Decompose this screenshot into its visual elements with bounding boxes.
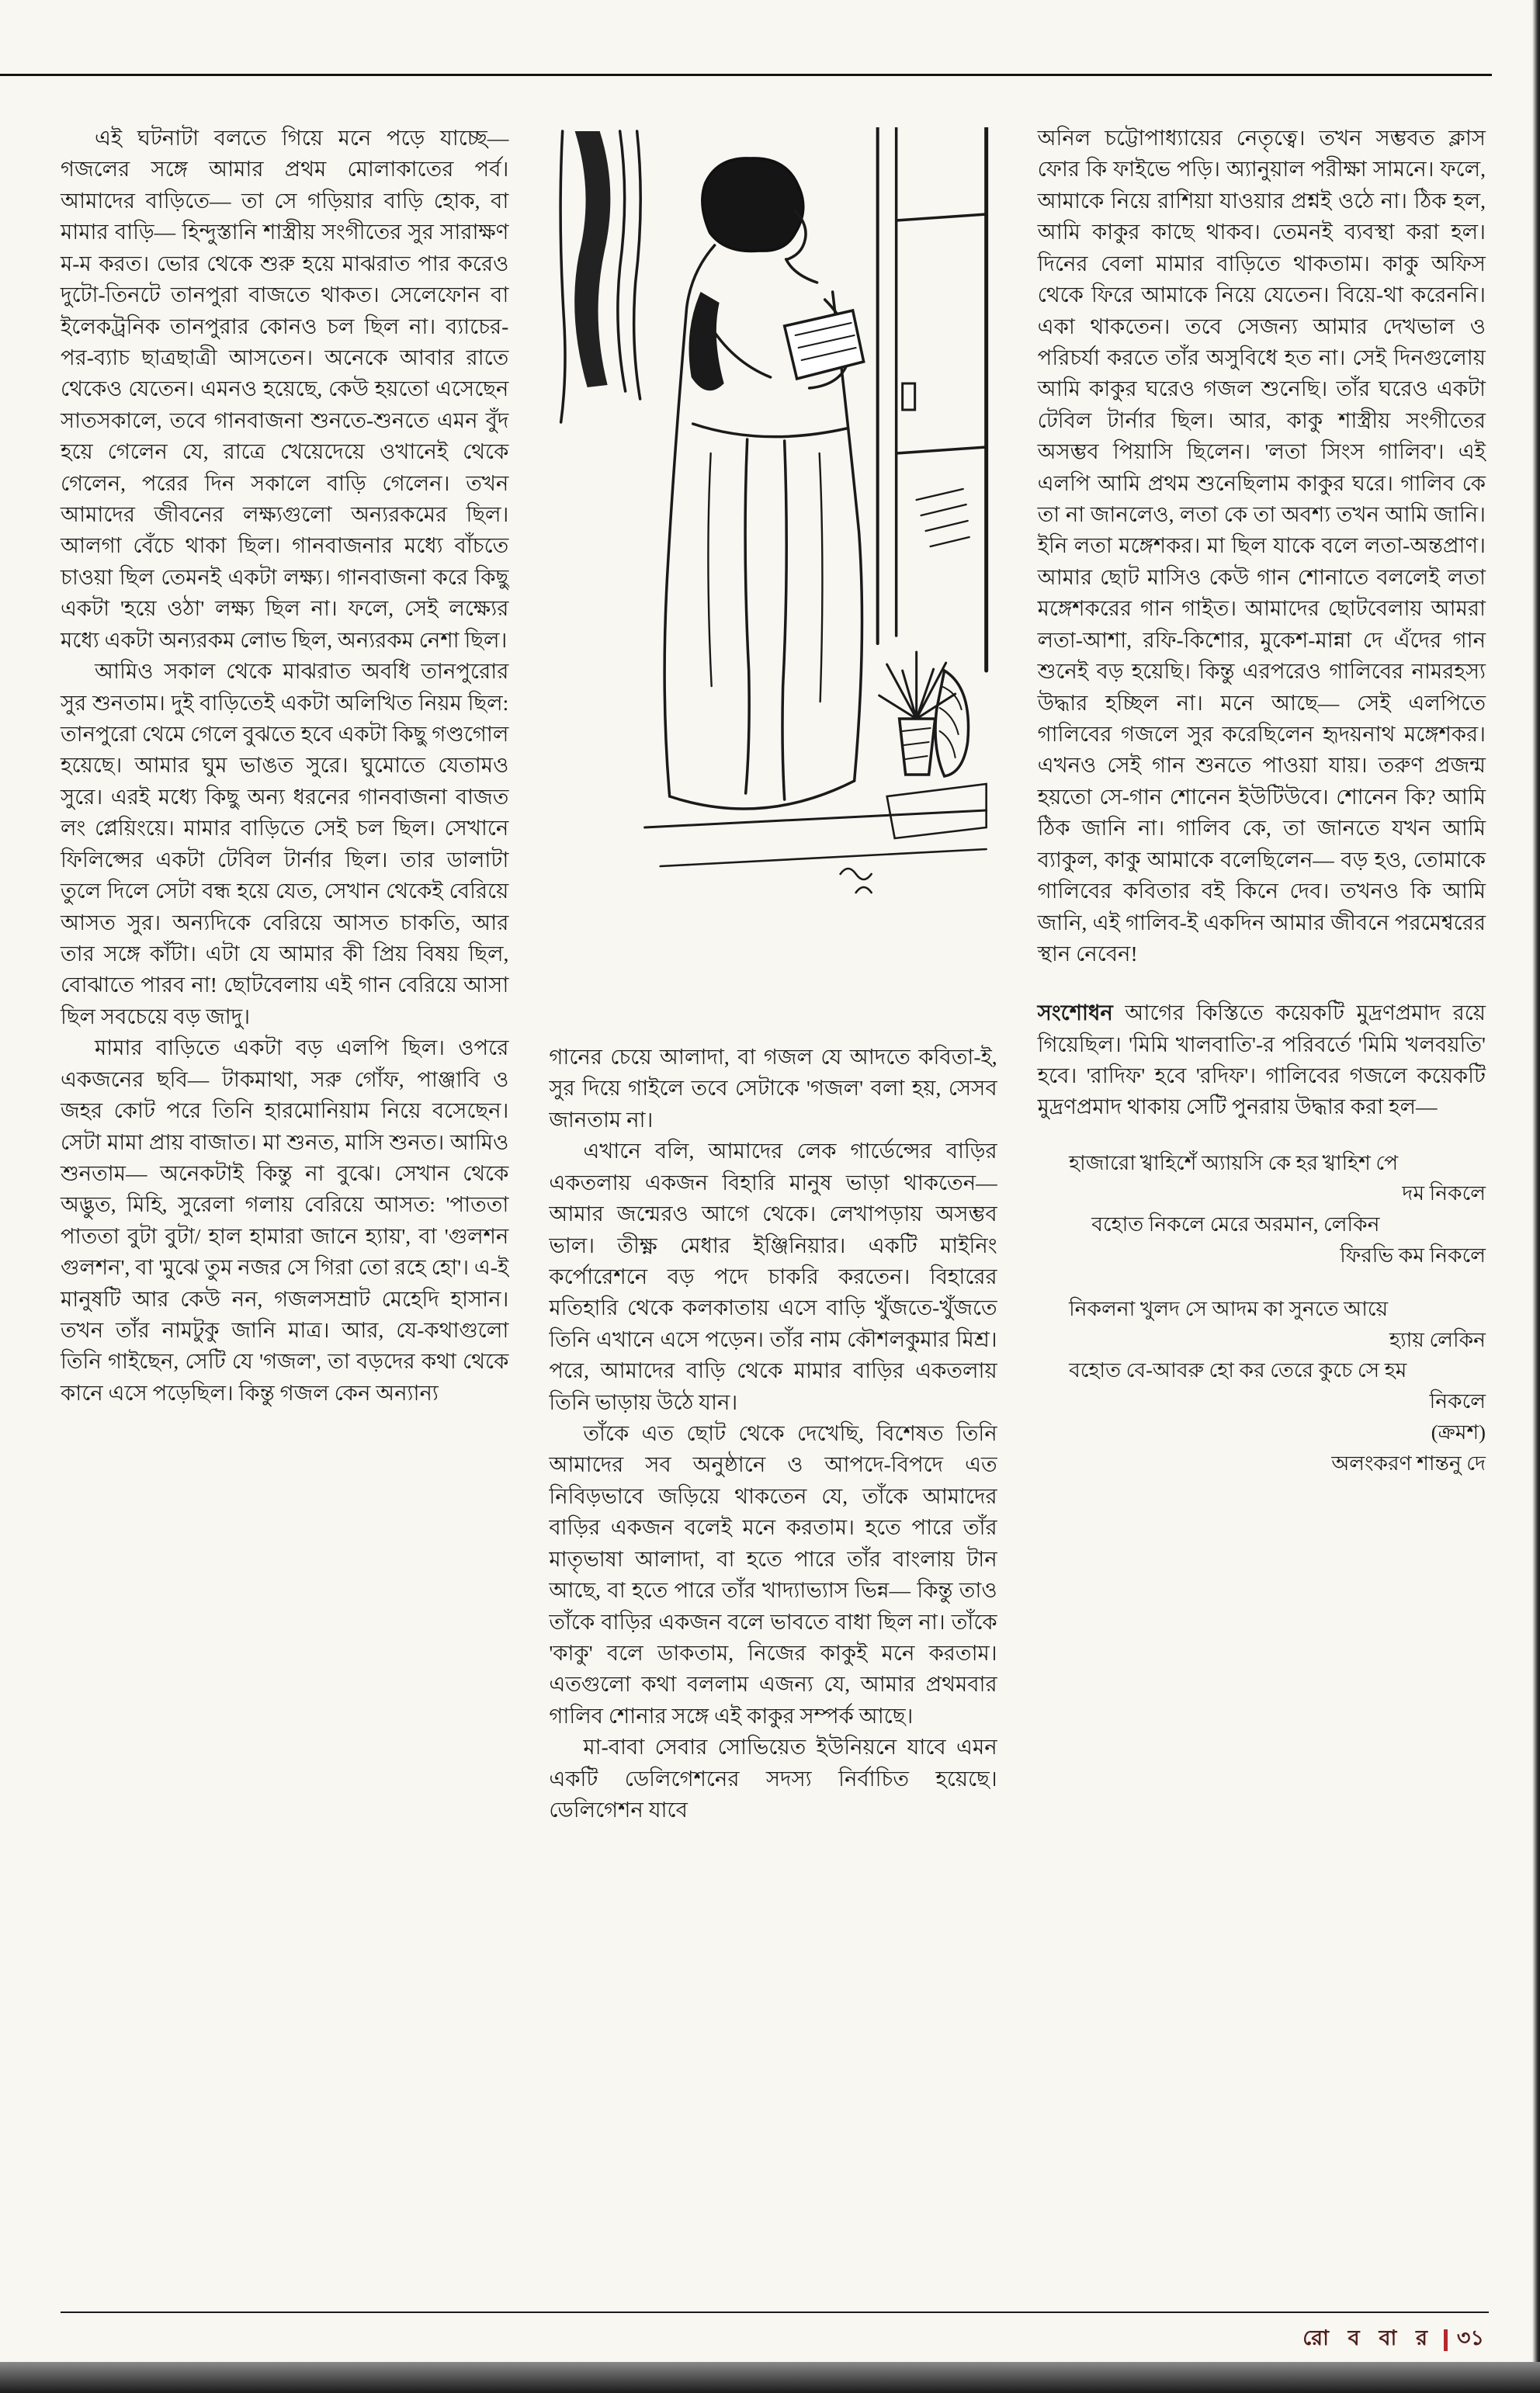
paragraph: অনিল চট্টোপাধ্যায়ের নেতৃত্বে। তখন সম্ভবত ক্লাস ফোর কি ফাইভে পড়ি। অ্যানুয়াল পরীক্ষা সামনে। ফলে, আমাকে নিয়ে রাশিয়া যাওয়ার প্রশ্নই ওঠে না। ঠিক হল, আমি কাকুর কাছে থাকব। তেমনই ব্যবস্থা করা হল। দিনের বেলা মামার বাড়িতে থাকতাম। কাকু অফিস থেকে ফিরে আমাকে নিয়ে যেতেন। বিয়ে-থা করেননি। একা থাকতেন। তবে সেজন্য আমার দেখভাল ও পরিচর্যা করতে তাঁর অসুবিধে হত না। সেই দিনগুলোয় আমি কাকুর ঘরেও গজল শুনেছি। তাঁর ঘরেও একটা টেবিল টার্নার ছিল। আর, কাকু শাস্ত্রীয় সংগীতের অসম্ভব পিয়াসি ছিলেন। 'লতা সিংস গালিব'। এই এলপি আমি প্রথম শুনেছিলাম কাকুর ঘরে। গালিব কে তা না জানলেও, লতা কে তা অবশ্য তখন আমি জানি। ইনি লতা মঙ্গেশকর। মা ছিল যাকে বলে লতা-অন্তপ্রাণ। আমার ছোট মাসিও কেউ গান শোনাতে বললেই লতা মঙ্গেশকরের গান গাইত। আমাদের ছোটবেলায় আমরা লতা-আশা, রফি-কিশোর, মুকেশ-মান্না দে এঁদের গান শুনেই বড় হয়েছি। কিন্তু এরপরেও গালিবের নামরহস্য উদ্ধার হচ্ছিল না। মনে আছে— সেই এলপিতে গালিবের গজলে সুর করেছিলেন হৃদয়নাথ মঙ্গেশকর। এখনও সেই গান শুনতে পাওয়া যায়। তরুণ প্রজন্ম হয়তো সে-গান শোনেন ইউটিউবে। শোনেন কি? আমি ঠিক জানি না। গালিব কে, তা জানতে যখন আমি ব্যাকুল, কাকু আমাকে বলেছিলেন— বড় হও, তোমাকে গালিবের কবিতার বই কিনে দেব। তখনও কি আমি জানি, এই গালিব-ই একদিন আমার জীবনে পরমেশ্বরের স্থান নেবেন!	[1037, 126, 1486, 966]
verse-line: বহোত নিকলে মেরে অরমান, লেকিন	[1091, 1212, 1380, 1236]
illustration-sketch	[549, 127, 997, 1020]
footer-brand: রো ব বা র	[1302, 2326, 1434, 2350]
paragraph: আমিও সকাল থেকে মাঝরাত অবধি তানপুরোর সুর শুনতাম। দুই বাড়িতেই একটা অলিখিত নিয়ম ছিল: তানপুরো থেমে গেলে বুঝতে হবে একটা কিছু গণ্ডগোল হয়েছে। আমার ঘুম ভাঙত সুরে। ঘুমোতে যেতামও সুরে। এরই মধ্যে কিছু অন্য ধরনের গানবাজনা বাজত লং প্লেয়িংয়ে। মামার বাড়িতে সেই চল ছিল। সেখানে ফিলিপ্সের একটা টেবিল টার্নার ছিল। তার ডালাটা তুলে দিলে সেটা বন্ধ হয়ে যেত, সেখান থেকেই বেরিয়ে আসত সুর। অন্যদিকে বেরিয়ে আসত চাকতি, আর তার সঙ্গে কাঁটা। এটা যে আমার কী প্রিয় বিষয় ছিল, বোঝাতে পারব না! ছোটবেলায় এই গান বেরিয়ে আসা ছিল সবচেয়ে বড় জাদু।	[61, 659, 509, 1028]
verse-line: নিকলে	[1429, 1389, 1486, 1413]
verse-line: অলংকরণ শান্তনু দে	[1331, 1451, 1486, 1475]
paragraph: মামার বাড়িতে একটা বড় এলপি ছিল। ওপরে একজনের ছবি— টাকমাথা, সরু গোঁফ, পাঞ্জাবি ও জহর কোট পরে তিনি হারমোনিয়াম নিয়ে বসেছেন। সেটা মামা প্রায় বাজাত। মা শুনত, মাসি শুনত। আমিও শুনতাম— অনেকটাই কিন্তু না বুঝে। সেখান থেকে অদ্ভুত, মিহি, সুরেলা গলায় বেরিয়ে আসত: 'পাততা পাততা বুটা বুটা/ হাল হামারা জানে হ্যায়', বা 'গুলশন গুলশন', বা 'মুঝে তুম নজর সে গিরা তো রহে হো'। এ-ই মানুষটি আর কেউ নন, গজলসম্রাট মেহেদি হাসান। তখন তাঁর নামটুকু জানি মাত্র। আর, যে-কথাগুলো তিনি গাইছেন, সেটি যে 'গজল', তা বড়দের কথা থেকে কানে এসে পড়েছিল। কিন্তু গজল কেন অন্যান্য	[61, 1035, 509, 1405]
top-rule	[0, 74, 1492, 76]
verse-line: দম নিকলে	[1402, 1181, 1486, 1205]
letter-paper	[785, 310, 864, 379]
paragraph: মা-বাবা সেবার সোভিয়েত ইউনিয়নে যাবে এমন একটি ডেলিগেশনের সদস্য নির্বাচিত হয়েছে। ডেলিগেশন যাবে	[549, 1735, 997, 1822]
column-right-text	[1038, 123, 1486, 969]
verse-line	[1042, 1271, 1486, 1294]
correction-body: আগের কিস্তিতে কয়েকটি মুদ্রণপ্রমাদ রয়ে গিয়েছিল। 'মিমি খালবাতি'-র পরিবর্তে 'মিমি খলবয়তি' হবে। 'রাদিফ' হবে 'রদিফ'। গালিবের গজলে কয়েকটি মুদ্রণপ্রমাদ থাকায় সেটি পুনরায় উদ্ধার করা হল—	[1037, 1001, 1486, 1119]
footer-divider	[1444, 2329, 1448, 2351]
verse-line: বহোত বে-আবরু হো কর তেরে কুচে সে হম	[1069, 1358, 1407, 1382]
article-body	[61, 123, 1486, 1826]
ghalib-couplets	[1038, 1148, 1486, 1479]
column-left	[61, 123, 508, 1826]
column-middle-text	[549, 1042, 997, 1826]
footer	[1302, 2322, 1484, 2357]
verse-line: (ক্রমশ)	[1431, 1420, 1486, 1444]
verse-line: ফিরভি কম নিকলে	[1340, 1243, 1486, 1267]
correction-paragraph	[1038, 997, 1486, 1123]
column-right	[1038, 123, 1486, 1826]
page-edge-shadow-bottom	[0, 2362, 1540, 2393]
paragraph: এই ঘটনাটা বলতে গিয়ে মনে পড়ে যাচ্ছে— গজলের সঙ্গে আমার প্রথম মোলাকাতের পর্ব। আমাদের বাড়িতে— তা সে গড়িয়ার বাড়ি হোক, বা মামার বাড়ি— হিন্দুস্তানি শাস্ত্রীয় সংগীতের সুর সারাক্ষণ ম-ম করত। ভোর থেকে শুরু হয়ে মাঝরাত পার করেও দুটো-তিনটে তানপুরা বাজতে থাকত। সেলেফোন বা ইলেকট্রনিক তানপুরার কোনও চল ছিল না। ব্যাচের-পর-ব্যাচ ছাত্রছাত্রী আসতেন। অনেকে আবার রাতে থেকেও যেতেন। এমনও হয়েছে, কেউ হয়তো এসেছেন সাতসকালে, তবে গানবাজনা শুনতে-শুনতে এমন বুঁদ হয়ে গেলেন যে, রাত্রে খেয়েদেয়ে ওখানেই থেকে গেলেন, পরের দিন সকালে বাড়ি গেলেন। তখন আমাদের জীবনের লক্ষ্যগুলো অন্যরকমের ছিল। আলগা বেঁচে থাকা ছিল। গানবাজনার মধ্যে বাঁচতে চাওয়া ছিল তেমনই একটা লক্ষ্য। গানবাজনা করে কিছু একটা 'হয়ে ওঠা' লক্ষ্য ছিল না। ফলে, সেই লক্ষ্যের মধ্যে একটা অন্যরকম লোভ ছিল, অন্যরকম নেশা ছিল।	[61, 126, 509, 652]
verse-line: হ্যায় লেকিন	[1389, 1327, 1486, 1351]
paragraph: তাঁকে এত ছোট থেকে দেখেছি, বিশেষত তিনি আমাদের সব অনুষ্ঠানে ও আপদে-বিপদে এত নিবিড়ভাবে জড়িয়ে থাকতেন যে, তাঁকে আমাদের বাড়ির একজন বলেই মনে করতাম। হতে পারে তাঁর মাতৃভাষা আলাদা, বা হতে পারে তাঁর বাংলায় টান আছে, বা হতে পারে তাঁর খাদ্যাভ্যাস ভিন্ন— কিন্তু তাও তাঁকে বাড়ির একজন বলে ভাবতে বাধা ছিল না। তাঁকে 'কাকু' বলে ডাকতাম, নিজের কাকুই মনে করতাম। এতগুলো কথা বললাম এজন্য যে, আমার প্রথমবার গালিব শোনার সঙ্গে এই কাকুর সম্পর্ক আছে।	[549, 1421, 997, 1728]
verse-line: হাজারো খ্বাহিশেঁ অ্যায়সি কে হর খ্বাহিশ পে	[1069, 1150, 1399, 1174]
curtain-shape	[575, 131, 611, 387]
page-edge-shadow-right	[1532, 0, 1540, 2393]
correction-lead: সংশোধন	[1037, 1001, 1113, 1025]
paragraph: এখানে বলি, আমাদের লেক গার্ডেন্সের বাড়ির একতলায় একজন বিহারি মানুষ ভাড়া থাকতেন— আমার জন্মেরও আগে থেকে। লেখাপড়ায় অসম্ভব ভাল। তীক্ষ্ণ মেধার ইঞ্জিনিয়ার। একটি মাইনিং কর্পোরেশনে বড় পদে চাকরি করতেন। বিহারের মতিহারি থেকে কলকাতায় এসে বাড়ি খুঁজতে-খুঁজতে তিনি এখানে এসে পড়েন। তাঁর নাম কৌশলকুমার মিশ্র। পরে, আমাদের বাড়ি থেকে মামার বাড়ির একতলায় তিনি ভাড়ায় উঠে যান।	[549, 1139, 997, 1414]
footer-rule	[61, 2311, 1489, 2313]
paragraph: গানের চেয়ে আলাদা, বা গজল যে আদতে কবিতা-ই, সুর দিয়ে গাইলে তবে সেটাকে 'গজল' বলা হয়, সেসব জানতাম না।	[549, 1045, 997, 1132]
verse-line: নিকলনা খুলদ সে আদম কা সুনতে আয়ে	[1069, 1296, 1389, 1320]
column-middle	[549, 123, 997, 1826]
footer-page-number: ৩১	[1456, 2326, 1484, 2350]
